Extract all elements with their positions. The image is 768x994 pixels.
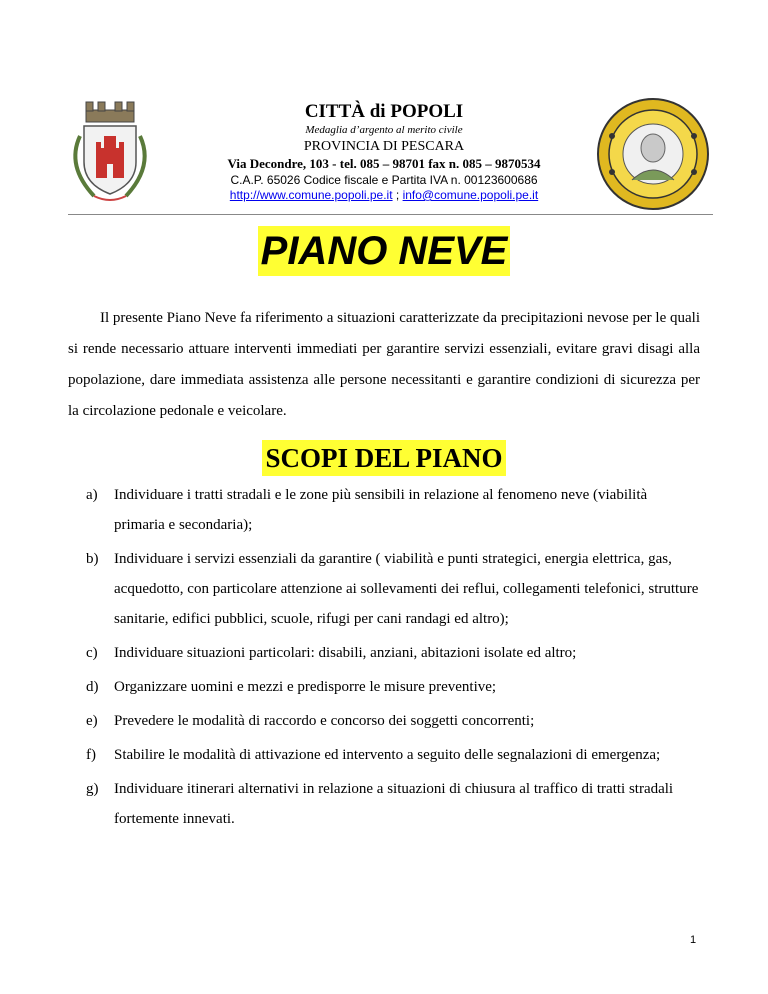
list-item-text: Individuare i tratti stradali e le zone più sensibili in relazione al fenomeno neve (viabilità primaria e secondaria); (114, 487, 648, 533)
list-item (86, 740, 701, 770)
list-item-label: b) (86, 551, 99, 567)
list-item-text: Prevedere le modalità di raccordo e concorso dei soggetti concorrenti; (114, 713, 535, 729)
section-title (0, 440, 768, 476)
list-item-text: Individuare situazioni particolari: disabili, anziani, abitazioni isolate ed altro; (114, 645, 577, 661)
email-link[interactable]: info@comune.popoli.pe.it (402, 188, 539, 202)
city-name: CITTÀ di POPOLI (304, 101, 464, 122)
objectives-list (86, 480, 701, 838)
list-item-label: e) (86, 713, 98, 729)
page-number: 1 (690, 934, 697, 946)
province-name: PROVINCIA DI PESCARA (303, 139, 465, 154)
list-item (86, 672, 701, 702)
list-item (86, 544, 701, 634)
tax-code-line: C.A.P. 65026 Codice fiscale e Partita IVA n. 00123600686 (230, 173, 538, 187)
medal-subtitle: Medaglia d’argento al merito civile (305, 124, 463, 136)
header-divider (68, 214, 713, 215)
list-item-text: Stabilire le modalità di attivazione ed intervento a seguito delle segnalazioni di emergenza; (114, 747, 661, 763)
letterhead (150, 100, 618, 203)
document-title (0, 226, 768, 276)
intro-paragraph: Il presente Piano Neve fa riferimento a situazioni caratterizzate da precipitazioni nevose per le quali si rende necessario attuare interventi immediati per garantire servizi essenziali, evitare gravi disagi alla popolazione, dare immediata assistenza alle persone necessitanti e garantire condizioni di sicurezza per la circolazione pedonale e veicolare. (68, 310, 700, 419)
title-text: PIANO NEVE (258, 226, 511, 276)
round-emblem-logo (594, 96, 712, 212)
city-coat-of-arms-logo (58, 96, 162, 208)
list-item-label: c) (86, 645, 98, 661)
list-item-text: Individuare i servizi essenziali da garantire ( viabilità e punti strategici, energia elettrica, gas, acquedotto, con particolare attenzione ai sollevamenti dei reflui, collegamenti telefonici, strutture sanitarie, edifici pubblici, scuole, rifugi per cani randagi ed altro); (114, 551, 699, 627)
link-separator: ; (392, 188, 403, 202)
list-item (86, 774, 701, 834)
address-line: Via Decondre, 103 - tel. 085 – 98701 fax n. 085 – 9870534 (227, 156, 541, 171)
list-item (86, 706, 701, 736)
list-item-label: a) (86, 487, 98, 503)
list-item (86, 638, 701, 668)
list-item (86, 480, 701, 540)
contact-links (150, 188, 618, 203)
website-link[interactable]: http://www.comune.popoli.pe.it (229, 188, 393, 202)
section-title-text: SCOPI DEL PIANO (262, 440, 505, 476)
list-item-label: d) (86, 679, 99, 695)
list-item-text: Organizzare uomini e mezzi e predisporre le misure preventive; (114, 679, 497, 695)
list-item-text: Individuare itinerari alternativi in relazione a situazioni di chiusura al traffico di tratti stradali fortemente innevati. (114, 781, 674, 827)
list-item-label: g) (86, 781, 99, 797)
list-item-label: f) (86, 747, 96, 763)
